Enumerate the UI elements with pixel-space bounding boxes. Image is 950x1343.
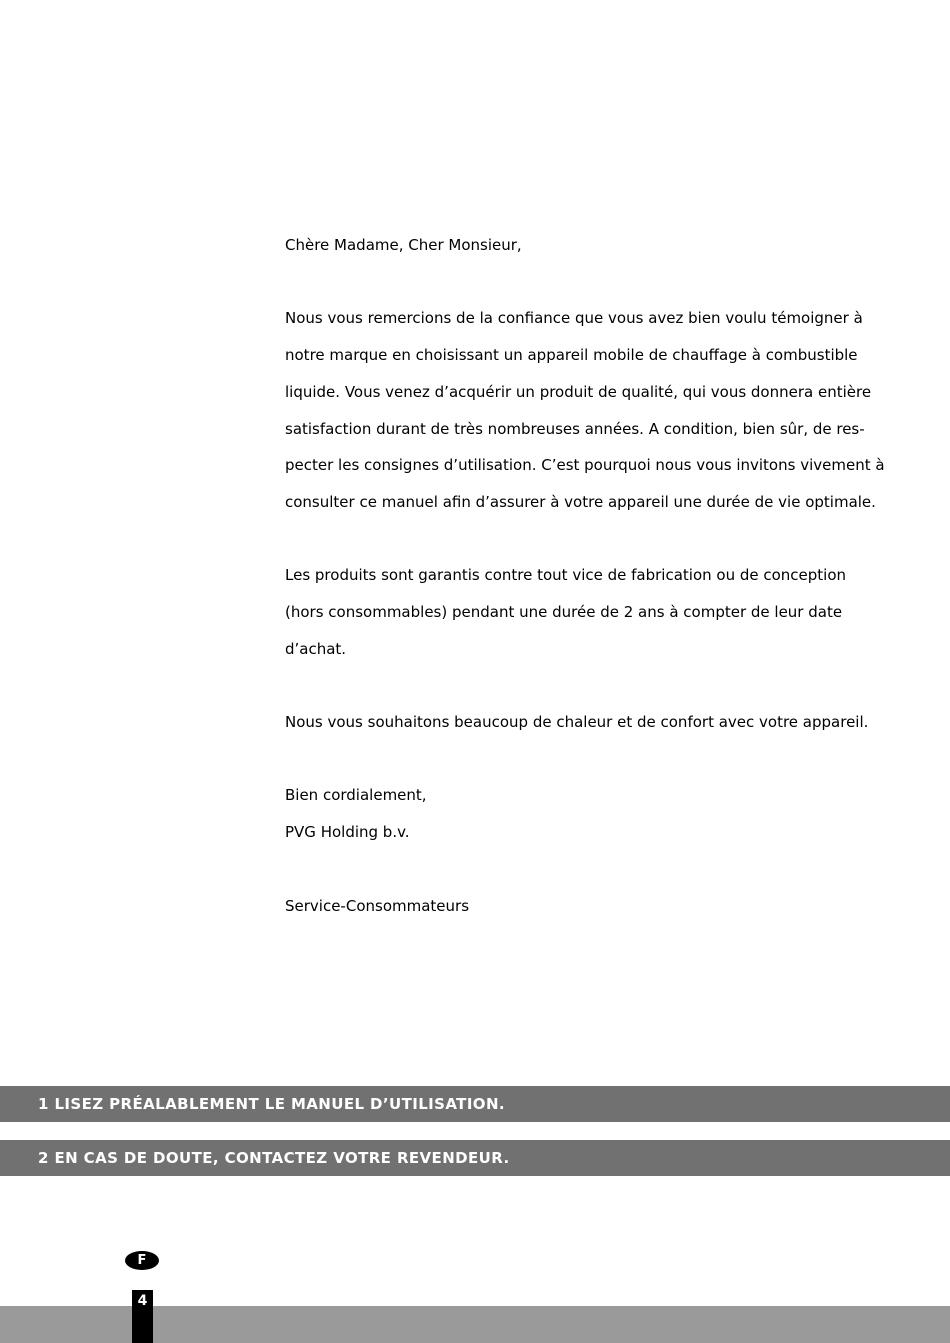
department-name: Service-Consommateurs (285, 896, 470, 915)
company-name: PVG Holding b.v. (285, 823, 410, 842)
paragraph-line: liquide. Vous venez d’acquérir un produit de qualité, qui vous donnera entière (285, 382, 872, 401)
paragraph-line: Les produits sont garantis contre tout vice de fabrication ou de conception (285, 566, 847, 585)
language-badge: F (125, 1251, 159, 1270)
paragraph-warranty (285, 557, 855, 667)
paragraph-line: pecter les consignes d’utilisation. C’est pourquoi nous vous invitons vivement à (285, 456, 885, 475)
page-number: 4 (132, 1290, 153, 1343)
greeting: Chère Madame, Cher Monsieur, (285, 236, 522, 254)
paragraph-line: (hors consommables) pendant une durée de 2 ans à compter de leur date (285, 603, 843, 621)
paragraph-line: satisfaction durant de très nombreuses années. A condition, bien sûr, de res- (285, 419, 865, 438)
paragraph-line: consulter ce manuel afin d’assurer à votre appareil une durée de vie optimale. (285, 492, 876, 511)
instruction-banner-2: 2 EN CAS DE DOUTE, CONTACTEZ VOTRE REVENDEUR. (0, 1140, 950, 1176)
letter-body (285, 227, 885, 924)
paragraph-line: notre marque en choisissant un appareil mobile de chauffage à combustible (285, 346, 858, 365)
paragraph-thanks (285, 300, 885, 520)
paragraph-wishes: Nous vous souhaitons beaucoup de chaleur et de confort avec votre appareil. (285, 713, 869, 732)
paragraph-line: d’achat. (285, 639, 347, 658)
closing: Bien cordialement, (285, 786, 427, 805)
paragraph-line: Nous vous remercions de la confiance que vous avez bien voulu témoigner à (285, 309, 863, 328)
instruction-banner-1: 1 LISEZ PRÉALABLEMENT LE MANUEL D’UTILISATION. (0, 1086, 950, 1122)
